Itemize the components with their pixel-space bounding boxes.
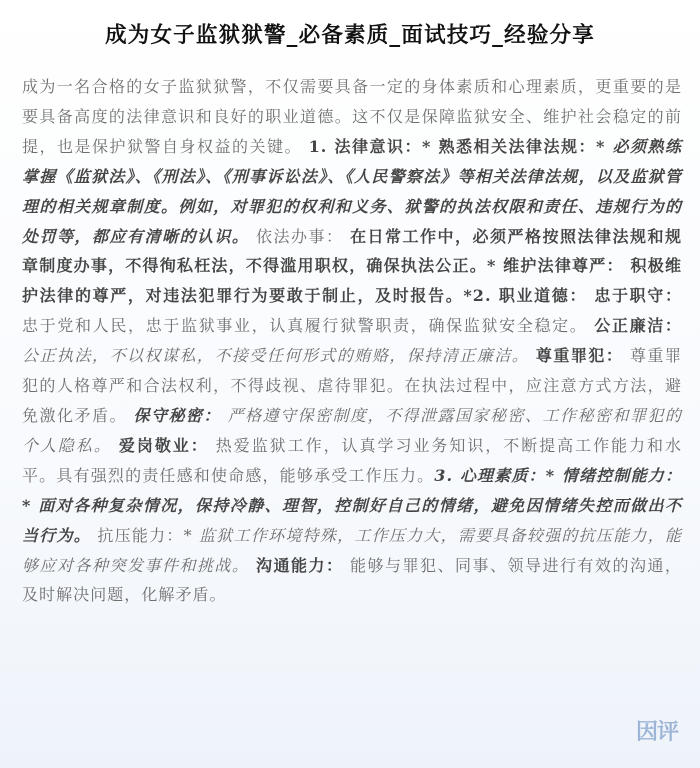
text-segment: 依法办事： (249, 226, 351, 246)
text-segment: 沟通能力： (256, 555, 344, 575)
text-segment: 尊重罪犯： (535, 346, 624, 366)
text-segment: 忠于党和人民，忠于监狱事业，认真履行狱警职责，确保监狱安全稳定。 (22, 316, 595, 336)
text-segment: 能够与罪犯、同事、领导进行有效的沟通，及时解决问题，化解矛盾。 (22, 555, 682, 605)
text-segment: 成为一名合格的女子监狱狱警，不仅需要具备一定的身体素质和心理素质，更重要的是要具备高度的法律意识和良好的职业道德。这不仅是保障监狱安全、维护社会稳定的前提，也是保护狱警自身权益的关键。 (22, 77, 682, 156)
article-body (22, 72, 682, 610)
text-segment: 爱岗敬业： (118, 435, 209, 455)
text-segment: 必须熟练掌握《监狱法》、《刑法》、《刑事诉讼法》、《人民警察法》等相关法律法规，以及监狱管理的相关规章制度。例如，对罪犯的权利和义务、狱警的执法权限和责任、违规行为的处罚等，都应有清晰的认识。 (22, 136, 683, 246)
text-segment: 公正执法，不以权谋私，不接受任何形式的贿赂，保持清正廉洁。 (22, 346, 536, 366)
text-segment: 3. 心理素质：* 情绪控制能力：* 面对各种复杂情况，保持冷静、理智，控制好自己的情绪，避免因情绪失控而做出不当行为。 (22, 465, 683, 545)
text-segment: 监狱工作环境特殊，工作压力大，需要具备较强的抗压能力，能够应对各种突发事件和挑战。 (22, 525, 682, 575)
text-segment: 在日常工作中，必须严格按照法律法规和规章制度办事，不得徇私枉法，不得滥用职权，确保执法公正。* 维护法律尊严： 积极维护法律的尊严，对违法犯罪行为要敢于制止，及时报告。*2. 职业道德： 忠于职守： (22, 226, 682, 306)
text-segment: 严格遵守保密制度，不得泄露国家秘密、工作秘密和罪犯的个人隐私。 (22, 405, 682, 455)
site-watermark-logo: 因评 (635, 720, 678, 745)
text-segment: 热爱监狱工作，认真学习业务知识，不断提高工作能力和水平。具有强烈的责任感和使命感，能够承受工作压力。 (22, 435, 682, 485)
text-segment: 公正廉洁： (594, 316, 682, 336)
text-segment: 尊重罪犯的人格尊严和合法权利，不得歧视、虐待罪犯。在执法过程中，应注意方式方法，避免激化矛盾。 (22, 346, 682, 425)
text-segment: 保守秘密： (133, 405, 222, 425)
text-segment: 1. 法律意识：* 熟悉相关法律法规：* (308, 136, 613, 156)
text-segment: 抗压能力：* (91, 525, 200, 545)
page-title: 成为女子监狱狱警_必备素质_面试技巧_经验分享 (105, 23, 595, 48)
